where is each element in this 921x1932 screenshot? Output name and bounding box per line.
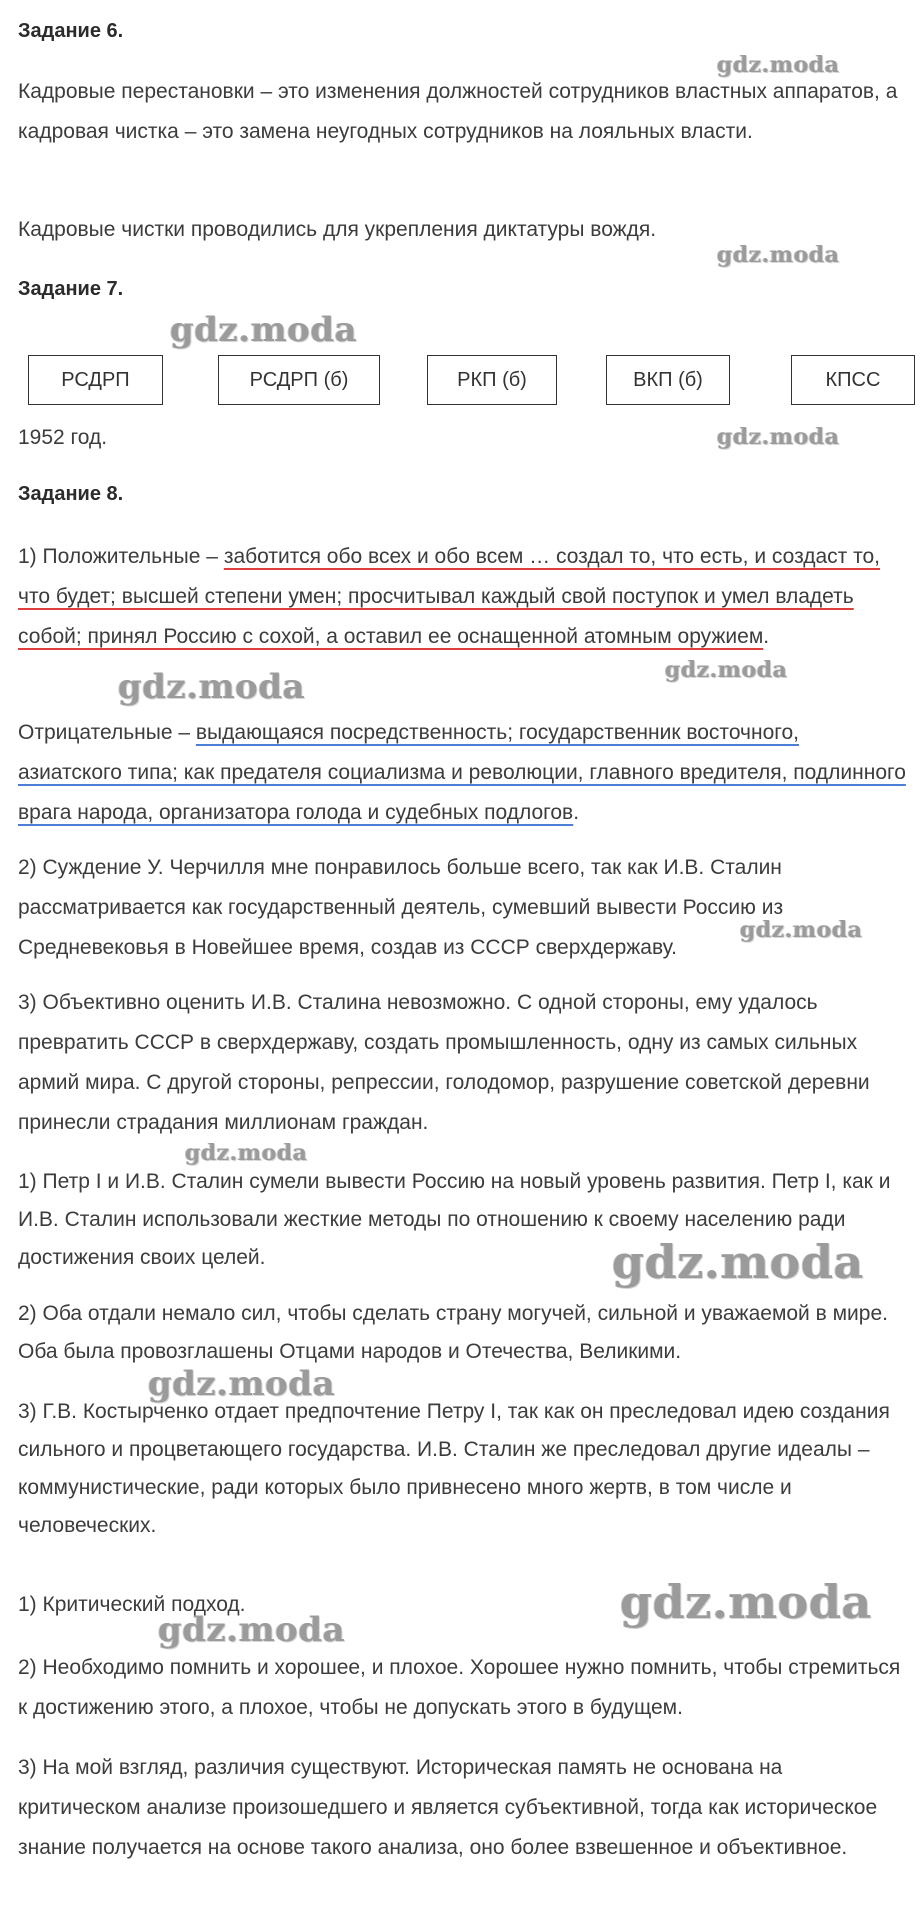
- party-box-rkp-b: РКП (б): [427, 355, 557, 405]
- negative-quotes: выдающаяся посредственность; государственник восточного, азиатского типа; как предателя социализма и революции, главного вредителя, подлинного врага народа, организатора голода и судебных подлогов: [18, 721, 906, 824]
- watermark: gdz.moda: [170, 310, 358, 350]
- party-box-rsdrp-b: РСДРП (б): [218, 355, 380, 405]
- task8-negative-paragraph: [18, 713, 908, 833]
- task8-positive-paragraph: [18, 537, 908, 657]
- party-box-kpss: КПСС: [791, 355, 915, 405]
- part2-paragraph-1: 1) Петр I и И.В. Сталин сумели вывести Россию на новый уровень развития. Петр I, как и И.В. Сталин использовали жесткие методы по отношению к своему населению ради достижения своих целей.: [18, 1170, 891, 1269]
- part3-paragraph-3: 3) На мой взгляд, различия существуют. Историческая память не основана на критическом анализе произошедшего и является субъективной, тогда как историческое знание получается на основе такого анализа, оно более взвешенное и объективное.: [18, 1756, 878, 1859]
- task6-paragraph-2: Кадровые чистки проводились для укрепления диктатуры вождя.: [18, 218, 657, 241]
- negative-prefix: Отрицательные –: [18, 721, 196, 744]
- task8-paragraph-3: 3) Объективно оценить И.В. Сталина невозможно. С одной стороны, ему удалось превратить СССР в сверхдержаву, создать промышленность, одну из самых сильных армий мира. С другой стороны, репрессии, голодомор, разрушение советской деревни принесли страдания миллионам граждан.: [18, 991, 870, 1134]
- task6-paragraph-1: Кадровые перестановки – это изменения должностей сотрудников властных аппаратов, а кадровая чистка – это замена неугодных сотрудников на лояльных власти.: [18, 80, 898, 143]
- watermark: gdz.moda: [612, 1235, 864, 1289]
- watermark: gdz.moda: [185, 1140, 308, 1166]
- task8-paragraph-2: 2) Суждение У. Черчилля мне понравилось больше всего, так как И.В. Сталин рассматривается как государственный деятель, сумевший вывести Россию из Средневековья в Новейшее время, создав из СССР сверхдержаву.: [18, 856, 784, 959]
- watermark: gdz.moda: [717, 242, 840, 268]
- negative-end: .: [573, 801, 580, 824]
- watermark: gdz.moda: [620, 1575, 872, 1629]
- positive-quotes: заботится обо всех и обо всем … создал то, что есть, и создаст то, что будет; высшей степени умен; просчитывал каждый свой поступок и умел владеть собой; принял Россию с сохой, а оставил ее оснащенной атомным оружием: [18, 545, 881, 648]
- task7-heading: Задание 7.: [18, 278, 124, 300]
- part2-paragraph-2: 2) Оба отдали немало сил, чтобы сделать страну могучей, сильной и уважаемой в мире. Оба была провозглашены Отцами народов и Отечества, Великими.: [18, 1302, 888, 1363]
- positive-end: .: [763, 625, 770, 648]
- part2-paragraph-3: 3) Г.В. Костырченко отдает предпочтение Петру I, так как он преследовал идею создания сильного и процветающего государства. И.В. Сталин же преследовал другие идеалы – коммунистические, ради которых было привнесено много жертв, в том числе и человеческих.: [18, 1400, 890, 1537]
- watermark: gdz.moda: [717, 424, 840, 450]
- watermark: gdz.moda: [665, 657, 788, 683]
- party-names-chain: [0, 355, 921, 405]
- watermark: gdz.moda: [148, 1364, 336, 1404]
- task6-heading: Задание 6.: [18, 20, 124, 42]
- party-box-rsdrp: РСДРП: [28, 355, 163, 405]
- task8-heading: Задание 8.: [18, 483, 124, 505]
- task7-year: 1952 год.: [18, 426, 108, 449]
- watermark: gdz.moda: [717, 52, 840, 78]
- watermark: gdz.moda: [118, 667, 306, 707]
- part3-paragraph-2: 2) Необходимо помнить и хорошее, и плохое. Хорошее нужно помнить, чтобы стремиться к достижению этого, а плохое, чтобы не допускать этого в будущем.: [18, 1656, 901, 1719]
- watermark: gdz.moda: [158, 1610, 346, 1650]
- watermark: gdz.moda: [740, 917, 863, 943]
- positive-prefix: 1) Положительные –: [18, 545, 224, 568]
- party-box-vkp-b: ВКП (б): [606, 355, 730, 405]
- part3-paragraph-1: 1) Критический подход.: [18, 1593, 246, 1616]
